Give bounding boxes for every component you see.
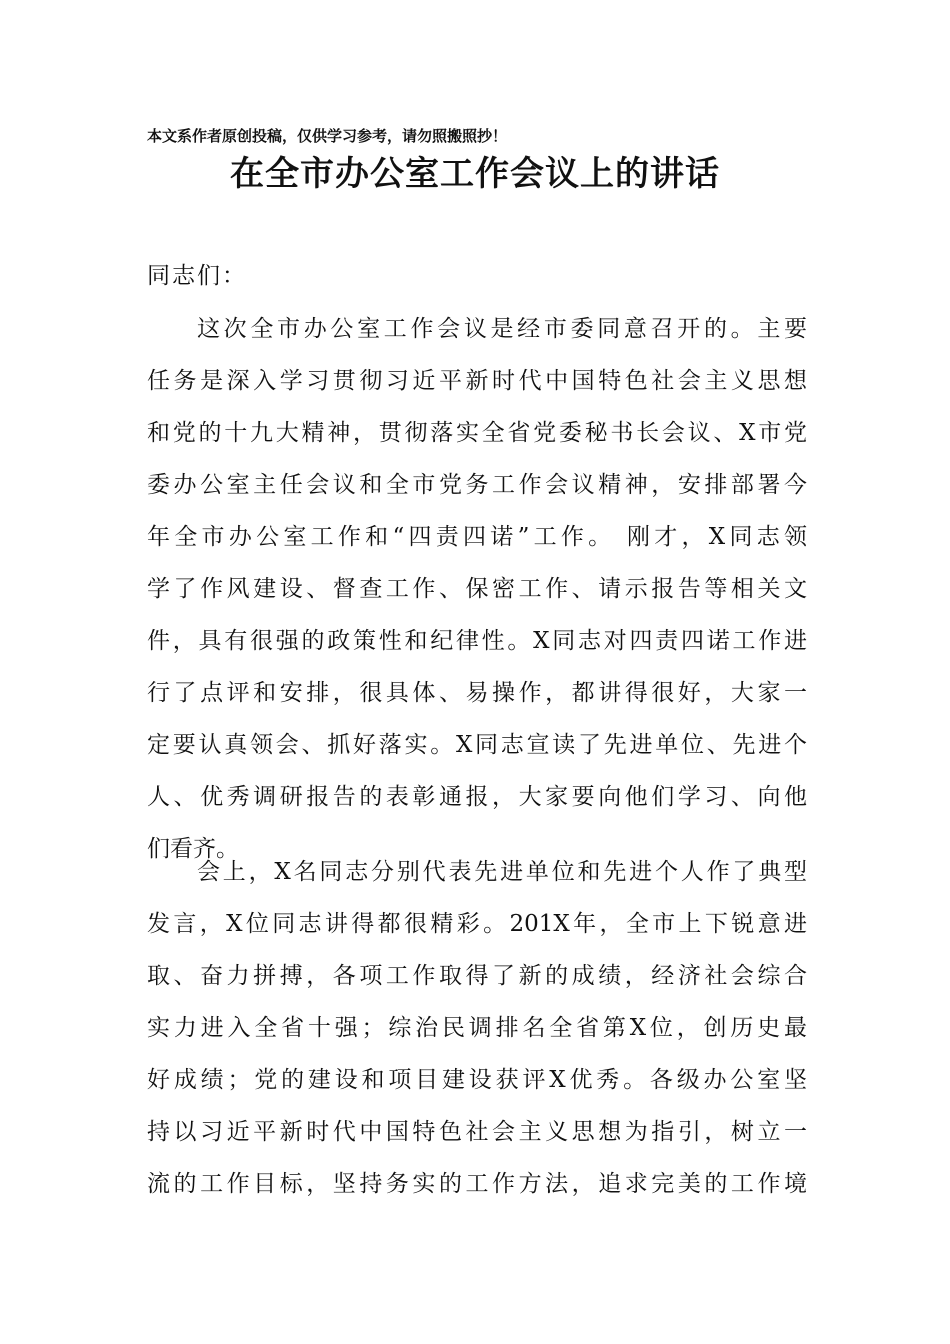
body-paragraph-1 [147,303,807,875]
paragraph-line: 流的工作目标，坚持务实的工作方法，追求完美的工作境 [147,1171,807,1197]
paragraph-line: 定要认真领会、抓好落实。X同志宣读了先进单位、先进个 [147,732,807,758]
paragraph-line: 和党的十九大精神，贯彻落实全省党委秘书长会议、X市党 [147,420,807,446]
paragraph-line: 们看齐。 [147,836,239,862]
paragraph-line: 发言，X位同志讲得都很精彩。201X年，全市上下锐意进 [147,911,807,937]
paragraph-line: 行了点评和安排，很具体、易操作，都讲得很好，大家一 [147,680,807,706]
paragraph-line: 会上，X名同志分别代表先进单位和先进个人作了典型 [197,859,807,885]
paragraph-line: 持以习近平新时代中国特色社会主义思想为指引，树立一 [147,1119,807,1145]
paragraph-line: 年全市办公室工作和“四责四诺”工作。 刚才，X同志领 [147,524,807,550]
paragraph-line: 好成绩；党的建设和项目建设获评X优秀。各级办公室坚 [147,1067,807,1093]
salutation: 同志们： [147,263,247,289]
paragraph-line: 取、奋力拼搏，各项工作取得了新的成绩，经济社会综合 [147,963,807,989]
copyright-notice: 本文系作者原创投稿，仅供学习参考，请勿照搬照抄！ [147,127,508,145]
paragraph-line: 学了作风建设、督查工作、保密工作、请示报告等相关文 [147,576,807,602]
paragraph-line: 任务是深入学习贯彻习近平新时代中国特色社会主义思想 [147,368,807,394]
paragraph-line: 实力进入全省十强；综治民调排名全省第X位，创历史最 [147,1015,807,1041]
paragraph-line: 件，具有很强的政策性和纪律性。X同志对四责四诺工作进 [147,628,807,654]
body-paragraph-2 [147,846,807,1210]
page-title: 在全市办公室工作会议上的讲话 [230,154,720,194]
paragraph-line: 人、优秀调研报告的表彰通报，大家要向他们学习、向他 [147,784,807,810]
paragraph-line: 这次全市办公室工作会议是经市委同意召开的。主要 [197,316,807,342]
paragraph-line: 委办公室主任会议和全市党务工作会议精神，安排部署今 [147,472,807,498]
